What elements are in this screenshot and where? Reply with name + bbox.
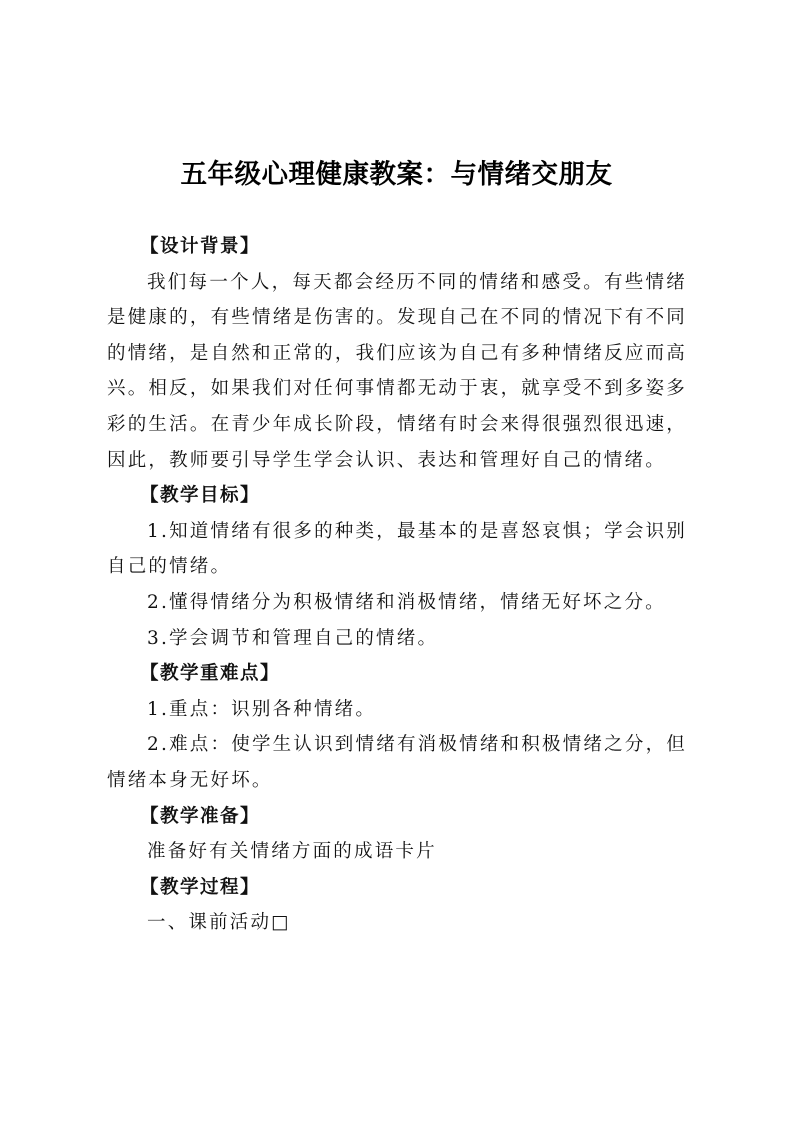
paragraph: 2.懂得情绪分为积极情绪和消极情绪，情绪无好坏之分。: [147, 591, 666, 613]
paragraph: 我们每一个人，每天都会经历不同的情绪和感受。有些情绪是健康的，有些情绪是伤害的。发现自己在不同的情况下有不同的情绪，是自然和正常的，我们应该为自己有多种情绪反应而高兴。相反，如果我们对任何事情都无动于衷，就享受不到多姿多彩的生活。在青少年成长阶段，情绪有时会来得很强烈很迅速，因此，教师要引导学生学会认识、表达和管理好自己的情绪。: [107, 271, 687, 471]
section-heading: 【教学过程】: [140, 876, 261, 898]
paragraph: 3.学会调节和管理自己的情绪。: [147, 627, 439, 649]
section-design-background: [107, 229, 687, 478]
paragraph: 一、课前活动□: [147, 912, 291, 934]
document-title: 五年级心理健康教案：与情绪交朋友: [180, 159, 613, 190]
section-teaching-goals: [107, 478, 687, 656]
section-heading: 【设计背景】: [140, 236, 261, 257]
section-key-difficulties: [107, 656, 687, 798]
paragraph: 2.难点：使学生认识到情绪有消极情绪和积极情绪之分，但情绪本身无好坏。: [107, 734, 687, 791]
paragraph: 1.知道情绪有很多的种类，最基本的是喜怒哀惧；学会识别自己的情绪。: [107, 520, 687, 578]
section-heading: 【教学重难点】: [140, 663, 281, 685]
paragraph: 准备好有关情绪方面的成语卡片: [147, 841, 437, 863]
section-heading: 【教学目标】: [140, 485, 261, 507]
section-teaching-preparation: [107, 799, 687, 870]
section-teaching-process: [107, 870, 687, 941]
document-body: [107, 229, 687, 941]
paragraph: 1.重点：识别各种情绪。: [147, 698, 377, 720]
section-heading: 【教学准备】: [140, 805, 261, 827]
